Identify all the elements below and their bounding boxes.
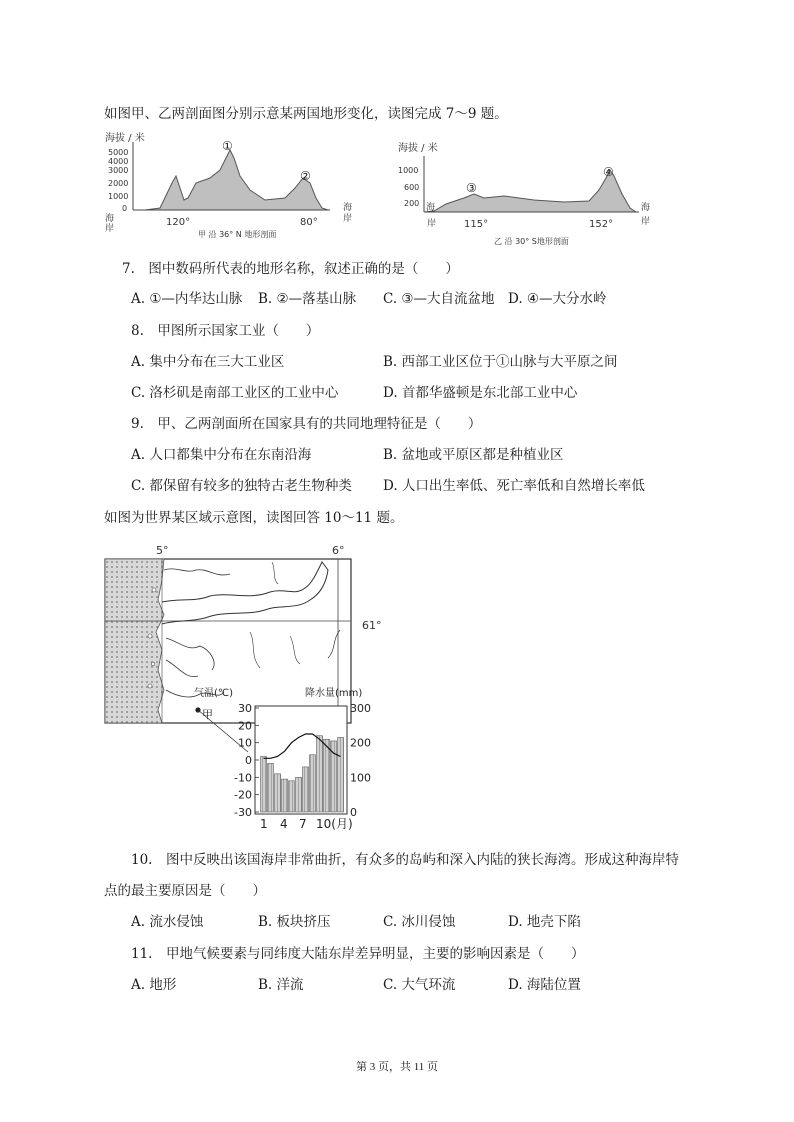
q10-option-c[interactable]: C. 冰川侵蚀 (383, 914, 456, 930)
map-lon-5: 5° (156, 544, 169, 557)
profile-yi-caption: 乙 沿 30° S地形剖面 (494, 237, 569, 246)
profile-jia-ytick: 4000 (108, 157, 129, 166)
climate-month-tick: 1 (260, 817, 268, 830)
profile-yi-ytick: 600 (404, 183, 420, 192)
climate-temp-tick: 20 (238, 719, 252, 733)
climate-precip-tick: 0 (350, 806, 357, 819)
climate-precip-bar (310, 755, 316, 812)
climate-temp-tick: 0 (245, 754, 252, 767)
profile-yi-xtick-2: 152° (589, 219, 614, 230)
q8-option-d[interactable]: D. 首都华盛顿是东北部工业中心 (383, 385, 578, 401)
climate-month-tick: 7 (299, 817, 307, 830)
profile-jia-right-end2: 岸 (343, 214, 353, 224)
q9-stem: 9. 甲、乙两剖面所在国家具有的共同地理特征是（ ） (131, 416, 482, 432)
climate-precip-bar (303, 767, 309, 812)
profile-yi-right-end2: 岸 (641, 217, 651, 227)
q11-option-d[interactable]: D. 海陆位置 (508, 977, 581, 993)
profile-jia-ytick: 2000 (108, 179, 129, 188)
q7-option-b[interactable]: B. ②—落基山脉 (258, 291, 357, 307)
region-map-figure (100, 540, 410, 830)
profile-yi-ylabel: 海拔 / 米 (398, 143, 438, 154)
q9-option-d[interactable]: D. 人口出生率低、死亡率低和自然增长率低 (383, 478, 645, 494)
profile-jia-ytick: 0 (122, 204, 128, 213)
climate-temp-tick: -20 (234, 788, 252, 802)
profile-jia-left-end: 海 (105, 214, 115, 224)
profile-jia-ytick: 3000 (108, 166, 129, 175)
profile-jia-ytick: 5000 (108, 148, 129, 157)
profile-jia-right-end: 海 (343, 203, 353, 213)
climate-precip-bar (275, 774, 281, 812)
climate-temp-tick: -10 (234, 771, 252, 785)
q10-option-a[interactable]: A. 流水侵蚀 (131, 914, 204, 930)
profile-jia-ytick: 1000 (108, 192, 129, 201)
profile-yi-figure (394, 138, 664, 250)
climate-temp-tick: 30 (238, 702, 252, 715)
profile-yi-left-end2: 岸 (427, 219, 437, 229)
map-lat-61: 61° (362, 619, 382, 632)
climate-precip-bar (289, 781, 295, 812)
q11-option-b[interactable]: B. 洋流 (258, 977, 304, 993)
climate-precip-tick: 200 (350, 736, 371, 750)
climate-temp-tick: -30 (234, 806, 252, 819)
q9-option-c[interactable]: C. 都保留有较多的独特古老生物种类 (131, 478, 352, 494)
profile-yi-ytick: 200 (404, 199, 420, 208)
profile-yi-left-end: 海 (426, 203, 436, 213)
climate-precip-label: 降水量(mm) (305, 688, 363, 699)
profile-jia-xtick-2: 80° (300, 217, 318, 228)
q7-option-c[interactable]: C. ③—大自流盆地 (383, 291, 495, 307)
climate-temp-tick: 10 (238, 736, 252, 750)
profile-jia-figure (100, 128, 380, 240)
profile-yi-right-end: 海 (641, 203, 651, 213)
page-footer: 第 3 页，共 11 页 (355, 1061, 439, 1073)
map-ocean (105, 559, 164, 723)
climate-precip-bar (261, 757, 267, 812)
q8-option-a[interactable]: A. 集中分布在三大工业区 (131, 354, 285, 370)
q9-option-b[interactable]: B. 盆地或平原区都是种植业区 (383, 447, 564, 463)
climate-precip-bar (324, 739, 330, 812)
q8-option-b[interactable]: B. 西部工业区位于①山脉与大平原之间 (383, 354, 618, 370)
climate-month-tick: 4 (280, 817, 288, 830)
climate-precip-bar (282, 779, 288, 812)
q11-stem: 11. 甲地气候要素与同纬度大陆东岸差异明显，主要的影响因素是（ ） (131, 946, 585, 962)
profile-yi-mark-4: ④ (603, 165, 614, 179)
q11-option-c[interactable]: C. 大气环流 (383, 977, 456, 993)
profile-jia-terrain (133, 150, 328, 210)
map-lon-6: 6° (332, 544, 345, 557)
q7-stem: 7. 图中数码所代表的地形名称，叙述正确的是（ ） (122, 261, 459, 277)
q11-option-a[interactable]: A. 地形 (131, 977, 177, 993)
climate-month-tick: 10(月) (316, 817, 353, 830)
profile-jia-left-end2: 岸 (105, 224, 115, 234)
climate-precip-axis (350, 702, 371, 819)
profile-yi-xtick-1: 115° (464, 219, 489, 230)
q10-stem-line2: 点的最主要原因是（ ） (104, 883, 266, 899)
climate-precip-bar (338, 737, 344, 812)
intro-10-11: 如图为世界某区域示意图，读图回答 10～11 题。 (104, 510, 404, 526)
profile-jia-mark-2: ② (300, 169, 311, 183)
profile-yi-mark-3: ③ (466, 181, 477, 195)
q8-stem: 8. 甲图所示国家工业（ ） (131, 323, 320, 339)
q10-stem-line1: 10. 图中反映出该国海岸非常曲折，有众多的岛屿和深入内陆的狭长海湾。形成这种海岸特 (131, 852, 679, 868)
climate-precip-bar (268, 763, 274, 812)
q10-option-b[interactable]: B. 板块挤压 (258, 914, 331, 930)
profile-jia-mark-1: ① (222, 139, 233, 153)
intro-7-9: 如图甲、乙两剖面图分别示意某两国地形变化，读图完成 7～9 题。 (104, 106, 508, 122)
climate-precip-tick: 100 (350, 771, 371, 785)
climate-temp-label: 气温(℃) (194, 688, 234, 699)
q7-option-a[interactable]: A. ①—内华达山脉 (131, 291, 243, 307)
q7-option-d[interactable]: D. ④—大分水岭 (508, 291, 607, 307)
climate-precip-tick: 300 (350, 702, 371, 715)
q8-option-c[interactable]: C. 洛杉矶是南部工业区的工业中心 (131, 385, 339, 401)
profile-jia-caption: 甲 沿 36° N 地形剖面 (198, 230, 277, 239)
profile-jia-xtick-1: 120° (166, 217, 191, 228)
profile-yi-ytick: 1000 (398, 166, 419, 175)
q10-option-d[interactable]: D. 地壳下陷 (508, 914, 581, 930)
map-point-jia-label: 甲 (202, 708, 213, 721)
profile-jia-ylabel: 海拔 / 米 (105, 133, 145, 144)
q9-option-a[interactable]: A. 人口都集中分布在东南沿海 (131, 447, 312, 463)
climate-precip-bar (296, 777, 302, 812)
climate-precip-bar (317, 736, 323, 812)
